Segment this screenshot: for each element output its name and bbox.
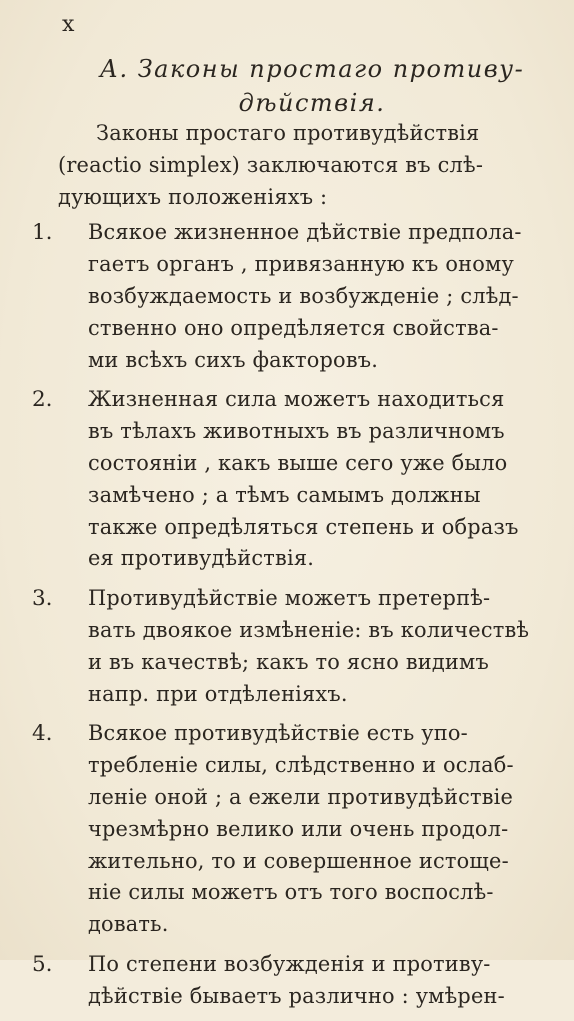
heading-line: А. Законы простаго противу- — [99, 55, 525, 83]
text-line: Противудѣйствіе можетъ претерпѣ- — [88, 586, 491, 612]
item-number: 5. — [32, 951, 53, 977]
numbered-item — [0, 384, 574, 575]
text-line: ея противудѣйствія. — [88, 546, 315, 572]
section-heading — [80, 52, 544, 120]
text-line: ми всѣхъ сихъ факторовъ. — [88, 347, 379, 373]
text-line: дующихъ положеніяхъ : — [58, 184, 328, 210]
intro-paragraph — [0, 118, 574, 213]
text-line: чрезмѣрно велико или очень продол- — [88, 816, 509, 842]
numbered-item — [0, 718, 574, 941]
item-number: 2. — [32, 387, 53, 413]
text-line: и въ качествѣ; какъ то ясно видимъ — [88, 649, 489, 675]
text-line: состояніи , какъ выше сего уже было — [88, 450, 508, 476]
numbered-item — [0, 217, 574, 376]
item-number: 3. — [32, 586, 53, 612]
numbered-item — [0, 583, 574, 710]
text-line: Всякое противудѣйствіе есть упо- — [88, 721, 468, 747]
text-line: ственно оно опредѣляется свойства- — [88, 315, 499, 341]
item-number: 1. — [32, 220, 53, 246]
text-line: замѣчено ; а тѣмъ самымъ должны — [88, 482, 481, 508]
item-number: 4. — [32, 721, 53, 747]
text-line: дѣйствіе бываетъ различно : умѣрен- — [88, 983, 505, 1009]
numbered-item — [0, 949, 574, 1013]
text-line: возбуждаемость и возбужденіе ; слѣд- — [88, 283, 519, 309]
text-line: требленіе силы, слѣдственно и ослаб- — [88, 753, 514, 779]
text-line: Жизненная сила можетъ находиться — [88, 387, 505, 413]
text-line: (reactio simplex) заключаются въ слѣ- — [58, 152, 484, 178]
text-line: довать. — [88, 912, 169, 938]
text-line: По степени возбужденія и противу- — [88, 951, 491, 977]
text-line: напр. при отдѣленіяхъ. — [88, 681, 348, 707]
text-line: леніе оной ; а ежели противудѣйствіе — [88, 784, 514, 810]
body-text — [0, 118, 574, 1021]
text-line: гаетъ органъ , привязанную къ оному — [88, 252, 514, 278]
text-line: ніе силы можетъ отъ того воспослѣ- — [88, 880, 494, 906]
text-line: вать двоякое измѣненіе: въ количествѣ — [88, 617, 530, 643]
text-line: также опредѣляться степень и образъ — [88, 514, 519, 540]
text-line: Всякое жизненное дѣйствіе предпола- — [88, 220, 522, 246]
text-line: Законы простаго противудѣйствія — [96, 121, 480, 146]
page-number: x — [62, 12, 76, 37]
text-line: въ тѣлахъ животныхъ въ различномъ — [88, 419, 505, 445]
text-line: жительно, то и совершенное истоще- — [88, 848, 509, 874]
heading-line: дѣйствія. — [238, 89, 386, 117]
